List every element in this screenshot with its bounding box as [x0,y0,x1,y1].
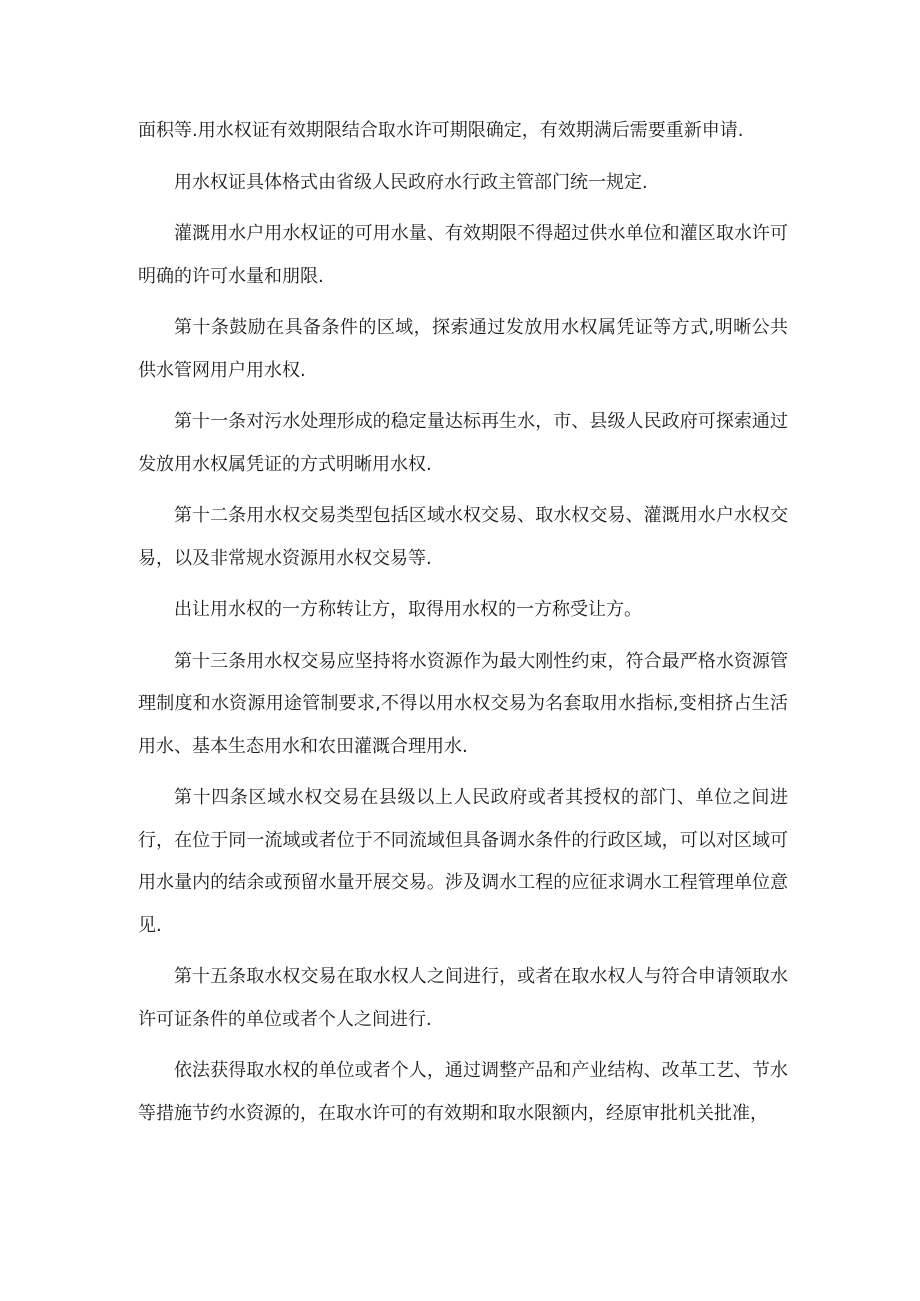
paragraph-article-12: 第十二条用水权交易类型包括区域水权交易、取水权交易、灌溉用水户水权交易，以及非常规水资源用水权交易等. [138,505,788,569]
paragraph-article-11: 第十一条对污水处理形成的稳定量达标再生水，市、县级人民政府可探索通过发放用水权属凭证的方式明晰用水权. [138,411,788,475]
paragraph-article-13: 第十三条用水权交易应坚持将水资源作为最大刚性约束，符合最严格水资源管理制度和水资源用途管制要求,不得以用水权交易为名套取用水指标,变相挤占生活用水、基本生态用水和农田灌溉合理用水. [138,650,788,757]
paragraph-2: 用水权证具体格式由省级人民政府水行政主管部门统一规定. [174,171,648,193]
paragraph-3: 灌溉用水户用水权证的可用水量、有效期限不得超过供水单位和灌区取水许可明确的许可水量和朋限. [138,223,788,287]
paragraph-article-15: 第十五条取水权交易在取水权人之间进行，或者在取水权人与符合申请领取水许可证条件的单位或者个人之间进行. [138,966,788,1030]
document-body [138,110,788,1144]
paragraph-article-10: 第十条鼓励在具备条件的区域，探索通过发放用水权属凭证等方式,明晰公共供水管网用户用水权. [138,317,788,381]
paragraph-11: 依法获得取水权的单位或者个人，通过调整产品和产业结构、改革工艺、节水等措施节约水资源的，在取水许可的有效期和取水限额内，经原审批机关批准， [138,1060,788,1124]
paragraph-7: 出让用水权的一方称转让方，取得用水权的一方称受让方。 [174,599,642,620]
paragraph-1: 面积等.用水权证有效期限结合取水许可期限确定，有效期满后需要重新申请. [138,120,744,141]
paragraph-article-14: 第十四条区域水权交易在县级以上人民政府或者其授权的部门、单位之间进行，在位于同一流域或者位于不同流域但具备调水条件的行政区域，可以对区域可用水量内的结余或预留水量开展交易。涉及调水工程的应征求调水工程管理单位意见. [138,787,788,936]
